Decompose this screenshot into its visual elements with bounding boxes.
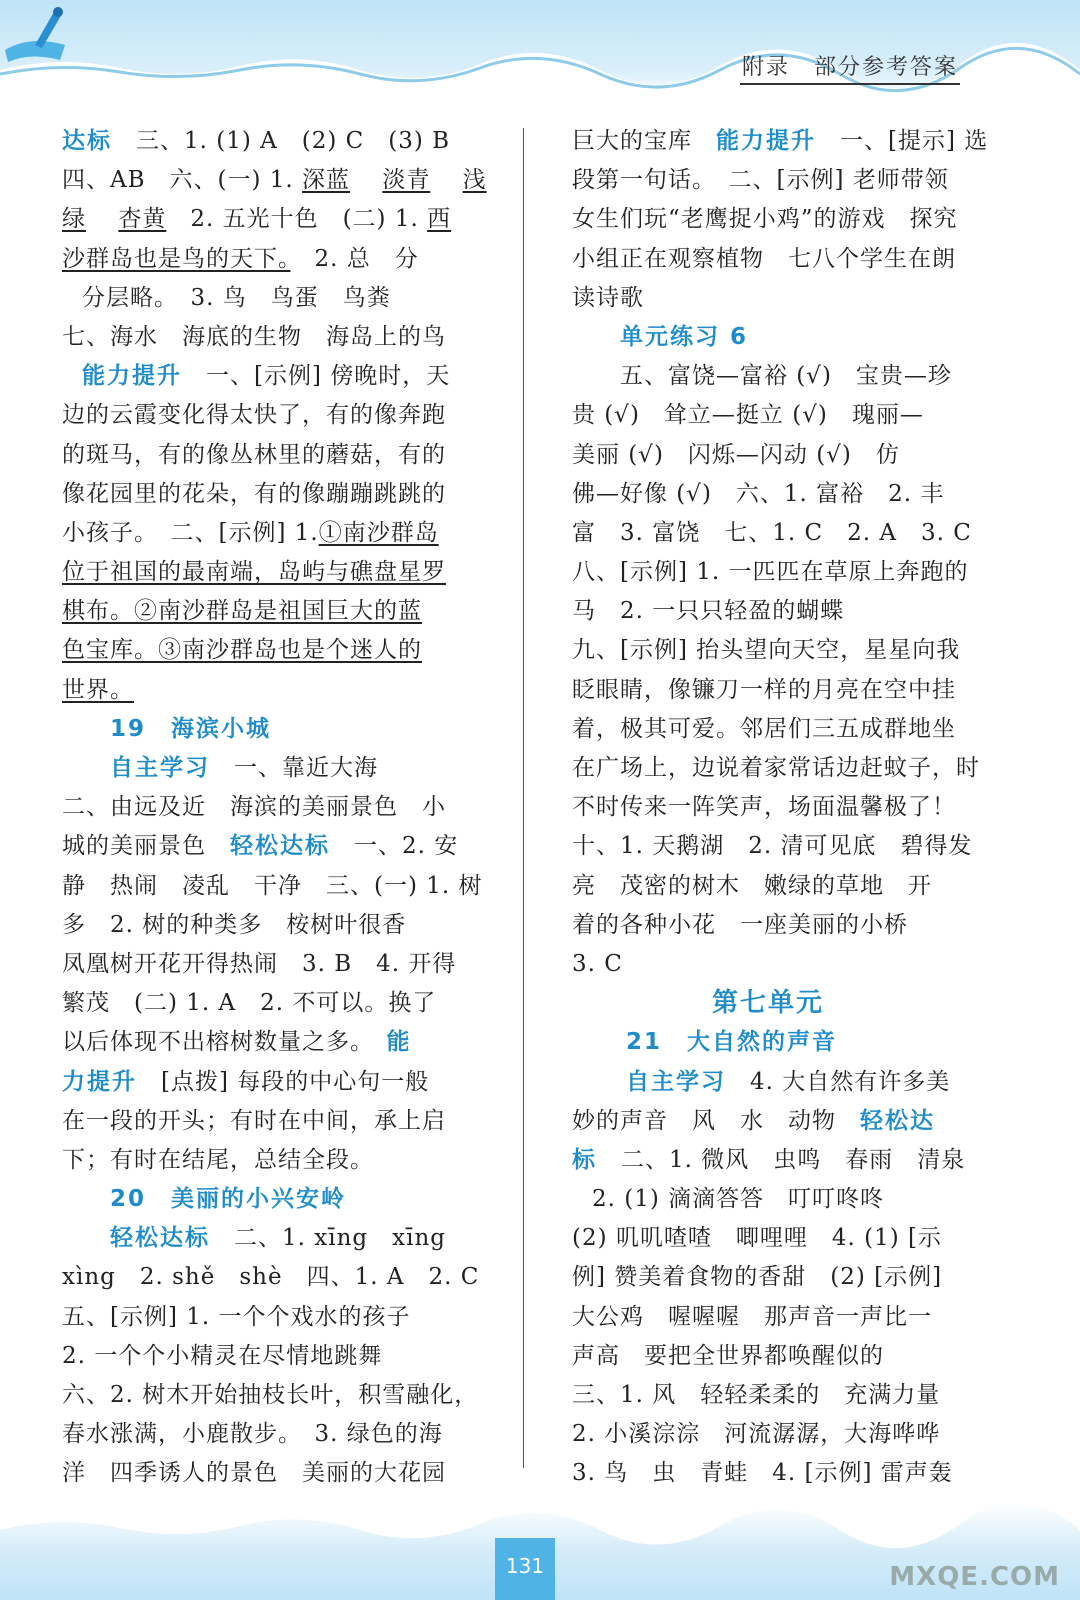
answer-line <box>572 122 994 161</box>
answer-line <box>572 1063 994 1102</box>
line-text: 二、1. 微风 虫鸣 春雨 清泉 <box>597 1146 966 1173</box>
underlined-answer: 浅 <box>462 167 487 194</box>
line-text: 城的美丽景色 <box>62 833 230 860</box>
underlined-answer: 沙群岛也是鸟的天下。 <box>62 245 291 272</box>
answer-line: 凤凰树开花开得热闹 3. B 4. 开得 <box>62 950 457 977</box>
line-text: 妙的声音 风 水 动物 <box>572 1107 860 1134</box>
lesson-title: 21 大自然的声音 <box>626 1029 838 1056</box>
answer-line <box>62 122 482 161</box>
watermark: MXQE.COM <box>889 1562 1060 1592</box>
section-label: 自主学习 <box>626 1068 726 1095</box>
answer-line: 二、由远及近 海滨的美丽景色 小 <box>62 794 446 821</box>
section-label: 自主学习 <box>110 755 210 781</box>
line-text: 四、AB 六、(一) 1. <box>62 167 294 194</box>
answer-line: 3. 鸟 虫 青蛙 4. [示例] 雷声轰 <box>572 1460 953 1487</box>
answer-line: 春水涨满，小鹿散步。 3. 绿色的海 <box>62 1421 443 1448</box>
answer-line: 小组正在观察植物 七八个学生在朗 <box>572 245 956 272</box>
answer-line <box>62 631 482 670</box>
line-text: 一、靠近大海 <box>210 755 378 781</box>
line-text: 一、[示例] 傍晚时，天 <box>182 363 451 390</box>
line-text: 小孩子。 二、[示例] 1. <box>62 519 319 546</box>
answer-line <box>62 827 482 866</box>
answer-line: 繁茂 (二) 1. A 2. 不可以。换了 <box>62 990 437 1017</box>
answer-line: 十、1. 天鹅湖 2. 清可见底 碧得发 <box>572 833 973 860</box>
line-text: 三、1. (1) A (2) C (3) B <box>112 128 451 154</box>
answer-line: 五、[示例] 1. 一个个戏水的孩子 <box>62 1303 411 1330</box>
answer-line: 边的云霞变化得太快了，有的像奔跑 <box>62 402 446 429</box>
answer-line <box>62 553 482 592</box>
answer-line: 着的各种小花 一座美丽的小桥 <box>572 911 908 938</box>
answer-line: 声高 要把全世界都唤醒似的 <box>572 1342 884 1369</box>
section-label: 标 <box>572 1146 597 1173</box>
underlined-answer: 世界。 <box>62 676 134 703</box>
answer-line <box>62 1023 482 1062</box>
answer-line: 七、海水 海底的生物 海岛上的鸟 <box>62 323 446 350</box>
answer-line: 三、1. 风 轻轻柔柔的 充满力量 <box>572 1382 941 1408</box>
section-label: 轻松达 <box>860 1107 935 1134</box>
answer-line: 分层略。 3. 鸟 鸟蛋 鸟粪 <box>82 284 391 311</box>
answer-line: 女生们玩“老鹰捉小鸡”的游戏 探究 <box>572 206 958 233</box>
header-title: 附录 部分参考答案 <box>740 50 960 85</box>
answer-line: 大公鸡 喔喔喔 那声音一声比一 <box>572 1303 932 1330</box>
answer-line: 八、[示例] 1. 一匹匹在草原上奔跑的 <box>572 559 969 586</box>
underlined-answer: ①南沙群岛 <box>318 519 439 546</box>
answer-line <box>62 749 482 788</box>
answer-line: 洋 四季诱人的景色 美丽的大花园 <box>62 1460 446 1487</box>
answer-line <box>62 1219 482 1258</box>
underlined-answer: 深蓝 <box>302 167 351 194</box>
answer-line: 的斑马，有的像丛林里的蘑菇，有的 <box>62 441 446 468</box>
unit-heading: 第七单元 <box>712 988 825 1019</box>
footer-band <box>0 1490 1080 1600</box>
answer-line: 贵 (√) 耸立—挺立 (√) 瑰丽— <box>572 402 924 429</box>
page-number: 131 <box>495 1538 555 1600</box>
answer-line <box>62 357 482 396</box>
answer-line: (2) 叽叽喳喳 唧哩哩 4. (1) [示 <box>572 1225 943 1252</box>
answer-line <box>62 671 482 710</box>
underlined-answer: 色宝库。③南沙群岛也是个迷人的 <box>62 637 422 664</box>
answer-line: 马 2. 一只只轻盈的蝴蝶 <box>572 598 845 625</box>
right-column <box>572 122 994 1494</box>
section-label: 达标 <box>62 128 112 154</box>
answer-line: 在一段的开头；有时在中间，承上启 <box>62 1107 446 1134</box>
answer-line: 多 2. 树的种类多 桉树叶很香 <box>62 911 407 938</box>
answer-line <box>62 592 482 631</box>
header-band <box>0 0 1080 100</box>
answer-line: 2. 一个个小精灵在尽情地跳舞 <box>62 1342 383 1369</box>
answer-line: 亮 茂密的树木 嫩绿的草地 开 <box>572 872 932 899</box>
line-text: 巨大的宝库 <box>572 128 716 154</box>
answer-line: 在广场上，边说着家常话边赶蚊子，时 <box>572 755 980 781</box>
line-text: 一、[提示] 选 <box>816 128 989 154</box>
underlined-answer: 棋布。②南沙群岛是祖国巨大的蓝 <box>62 598 422 625</box>
answer-line <box>572 1141 994 1180</box>
answer-line: 六、2. 树木开始抽枝长叶，积雪融化， <box>62 1382 479 1408</box>
answer-line: xìng 2. shě shè 四、1. A 2. C <box>62 1264 480 1291</box>
column-divider <box>523 128 524 1468</box>
answer-line: 佛—好像 (√) 六、1. 富裕 2. 丰 <box>572 480 945 507</box>
line-text: 一、2. 安 <box>330 833 459 860</box>
answer-line <box>62 1063 482 1102</box>
left-column <box>62 122 487 1494</box>
answer-line: 下；有时在结尾，总结全段。 <box>62 1146 374 1173</box>
section-label: 力提升 <box>62 1068 137 1095</box>
line-text: 以后体现不出榕树数量之多。 <box>62 1029 387 1056</box>
answer-line: 像花园里的花朵，有的像蹦蹦跳跳的 <box>62 480 446 507</box>
line-text: 2. 五光十色 (二) 1. <box>166 206 419 233</box>
section-label: 能 <box>386 1029 412 1056</box>
answer-line: 2. 小溪淙淙 河流潺潺，大海哗哗 <box>572 1421 941 1448</box>
underlined-answer: 西 <box>427 206 452 233</box>
section-label: 轻松达标 <box>110 1225 210 1252</box>
underlined-answer: 位于祖国的最南端，岛屿与礁盘星罗 <box>62 559 446 586</box>
underlined-answer: 淡青 <box>382 167 431 194</box>
line-text: 2. 总 分 <box>290 245 419 272</box>
answer-line <box>572 1102 994 1141</box>
pen-book-icon <box>0 0 70 70</box>
answer-line: 例] 赞美着食物的香甜 (2) [示例] <box>572 1264 943 1291</box>
line-text: [点拨] 每段的中心句一般 <box>137 1068 430 1095</box>
line-text: 二、1. xīng xīng <box>210 1225 446 1252</box>
section-label: 轻松达标 <box>230 833 330 860</box>
answer-line: 不时传来一阵笑声，场面温馨极了！ <box>572 794 956 821</box>
answer-line <box>62 514 482 553</box>
answer-line <box>62 240 482 279</box>
lesson-title: 20 美丽的小兴安岭 <box>110 1186 347 1213</box>
line-text: 4. 大自然有许多美 <box>726 1068 951 1095</box>
section-label: 能力提升 <box>716 128 816 154</box>
answer-line: 美丽 (√) 闪烁—闪动 (√) 仿 <box>572 441 900 468</box>
answer-line: 静 热闹 凌乱 干净 三、(一) 1. 树 <box>62 872 483 899</box>
unit-exercise-title: 单元练习 6 <box>620 323 749 350</box>
underlined-answer: 绿 <box>62 206 86 233</box>
answer-line <box>62 161 487 200</box>
answer-line: 3. C <box>572 950 623 977</box>
answer-line: 段第一句话。 二、[示例] 老师带领 <box>572 167 949 194</box>
answer-line <box>62 200 482 239</box>
answer-line: 着，极其可爱。邻居们三五成群地坐 <box>572 715 956 742</box>
answer-line: 读诗歌 <box>572 284 644 311</box>
underlined-answer: 杏黄 <box>118 206 167 233</box>
lesson-title: 19 海滨小城 <box>110 715 272 742</box>
answer-line: 眨眼睛，像镰刀一样的月亮在空中挂 <box>572 676 956 703</box>
answer-line: 2. (1) 滴滴答答 叮叮咚咚 <box>592 1186 885 1213</box>
answer-line: 富 3. 富饶 七、1. C 2. A 3. C <box>572 519 972 546</box>
section-label: 能力提升 <box>82 363 182 390</box>
answer-line: 五、富饶—富裕 (√) 宝贵—珍 <box>620 363 952 390</box>
answer-line: 九、[示例] 抬头望向天空，星星向我 <box>572 637 961 664</box>
